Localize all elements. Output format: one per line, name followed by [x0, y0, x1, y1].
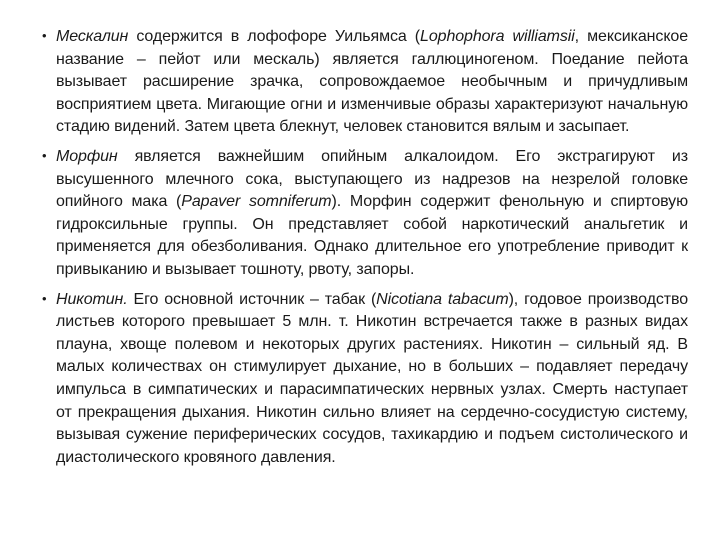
- italic-text-segment: Papaver somniferum: [181, 193, 332, 211]
- italic-text-segment: Nicotiana tabacum: [376, 290, 509, 308]
- bullet-text: [56, 148, 688, 278]
- italic-text-segment: Морфин: [56, 147, 118, 165]
- bullet-item: [42, 289, 688, 470]
- italic-text-segment: Мескалин: [56, 28, 129, 45]
- text-segment: ), годовое производство листьев которого превышает 5 млн. т. Никотин встречается также в разных видах плауна, хвоще полевом и некоторых других растениях. Никотин – сильный яд. В малых количествах он стимулирует дыхание, но в больших – подавляет передачу импульса в симпатических и парасимпатических нервных узлах. Смерть наступает от прекращения дыхания. Никотин сильно влияет на сердечно-сосудистую систему, вызывая сужение периферических сосудов, тахикардию и подъем систолического и диастолического кровяного давления.: [56, 290, 688, 466]
- bullet-icon: •: [42, 147, 47, 163]
- text-segment: , мексиканское название – пейот или мескаль) является галлюциногеном. Поедание пейота вызывает расширение зрачка, сопровождаемое необычным и причудливым восприятием цвета. Мигающие огни и изменчивые образы характеризуют начальную стадию видений. Затем цвета блекнут, человек становится вялым и засыпает.: [56, 28, 688, 136]
- bullet-icon: •: [42, 290, 47, 306]
- bullet-text: [56, 28, 688, 135]
- italic-text-segment: Lophophora williamsii: [420, 28, 575, 45]
- bullet-text: [56, 291, 688, 466]
- text-segment: ). Морфин содержит фенольную и спиртовую гидроксильные группы. Он представляет собой наркотический анальгетик и применяется для обезболивания. Однако длительное его употребление приводит к привыканию и вызывает тошноту, рвоту, запоры.: [56, 193, 688, 278]
- bullet-list: [42, 26, 688, 469]
- text-segment: Его основной источник – табак (: [127, 290, 377, 308]
- text-segment: содержится в лофофоре Уильямса (: [128, 28, 421, 45]
- bullet-item: [42, 26, 688, 139]
- bullet-icon: •: [42, 28, 47, 43]
- italic-text-segment: Никотин.: [56, 290, 128, 308]
- bullet-item: [42, 146, 688, 282]
- text-segment: является важнейшим опийным алкалоидом. Его экстрагируют из высушенного млечного сока, выступающего из надрезов на незрелой головке опийного мака (: [56, 147, 688, 211]
